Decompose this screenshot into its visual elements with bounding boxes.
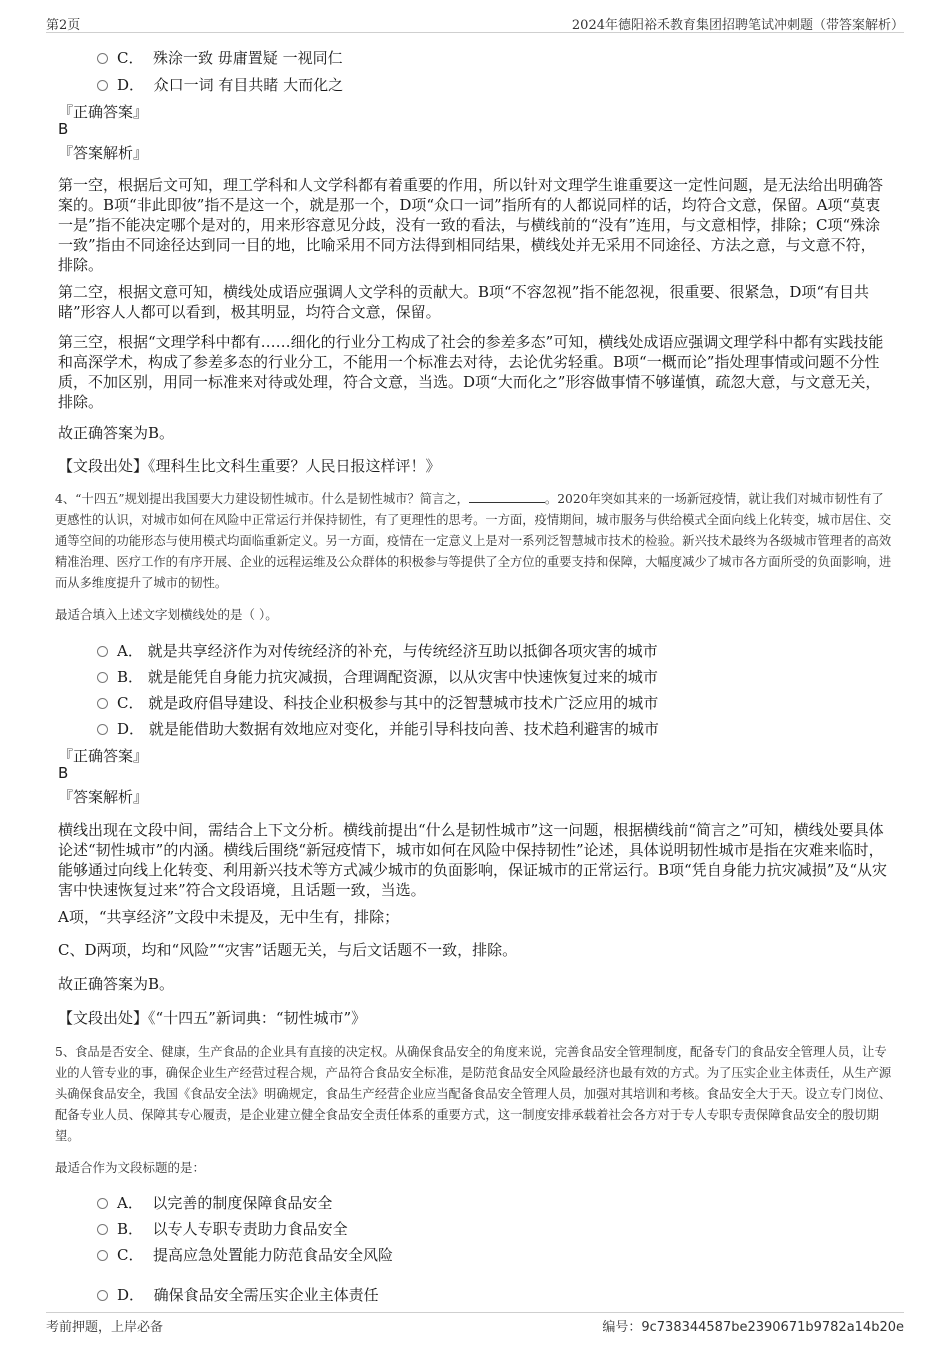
q4-answer-label: 『正确答案』 bbox=[58, 747, 149, 765]
q3-analysis-p3: 第三空，根据“文理学科中都有……细化的行业分工构成了社会的参差多态”可知，横线处成语应强调文理学科中都有实践技能和高深学术，构成了参差多态的行业分工，不能用一个标准去对待，去论优劣轻重。B项“一概而论”指处理事情或问题不分性质，不加区别，用同一标准来对待或处理，符合文意，当选。D项“大而化之”形容做事情不够谨慎，疏忽大意，与文意无关，排除。 bbox=[58, 333, 884, 411]
document-title: 2024年德阳裕禾教育集团招聘笔试冲刺题（带答案解析） bbox=[571, 18, 904, 33]
q4-prompt: 最适合填入上述文字划横线处的是（ ）。 bbox=[55, 607, 278, 622]
q4-source: 【文段出处】《“十四五”新词典：“韧性城市”》 bbox=[58, 1009, 367, 1027]
q5-option-a[interactable]: A． 以完善的制度保障食品安全 bbox=[97, 1192, 332, 1213]
page-number: 第2页 bbox=[46, 18, 81, 33]
q4-option-a[interactable]: A． 就是共享经济作为对传统经济的补充，与传统经济互助以抵御各项灾害的城市 bbox=[97, 640, 658, 661]
q5-option-b[interactable]: B． 以专人专职专责助力食品安全 bbox=[97, 1218, 348, 1239]
q5-stem: 5、食品是否安全、健康，生产食品的企业具有直接的决定权。从确保食品安全的角度来说，完善食品安全管理制度，配备专门的食品安全管理人员，让专业的人管专业的事，确保企业生产经营过程合规，产品符合食品安全标准，是防范食品安全风险最经济也最有效的方式。为了压实企业主体责任，从生产源头确保食品安全，我国《食品安全法》明确规定，食品生产经营企业应当配备食品安全管理人员，加强对其培训和考核。食品安全大于天。设立专门岗位、配备专业人员、保障其专心履责，是企业建立健全食品安全责任体系的重要方式，这一制度安排承载着社会各方对于专人专职专责保障食品安全的殷切期望。 bbox=[55, 1045, 892, 1143]
q3-answer-label: 『正确答案』 bbox=[58, 103, 149, 121]
q3-analysis-p2: 第二空，根据文意可知，横线处成语应强调人文学科的贡献大。B项“不容忽视”指不能忽视，很重要、很紧急，D项“有目共睹”形容人人都可以看到，极其明显，均符合文意，保留。 bbox=[58, 283, 870, 321]
q4-analysis-p2: A项，“共享经济”文段中未提及，无中生有，排除； bbox=[58, 908, 400, 926]
radio-icon[interactable] bbox=[97, 80, 108, 91]
radio-icon[interactable] bbox=[97, 698, 108, 709]
q4-analysis-label: 『答案解析』 bbox=[58, 788, 149, 806]
page-header bbox=[46, 14, 904, 33]
radio-icon[interactable] bbox=[97, 1224, 108, 1235]
q3-analysis-p1: 第一空，根据后文可知，理工学科和人文学科都有着重要的作用，所以针对文理学生谁重要这一定性问题，是无法给出明确答案的。B项“非此即彼”指不是这一个，就是那一个，D项“众口一词”指所有的人都说同样的话，均符合文意，保留。A项“莫衷一是”指不能决定哪个是对的，用来形容意见分歧，没有一致的看法，与横线前的“没有”连用，与文意相悖，排除；C项“殊涂一致”指由不同途径达到同一目的地，比喻采用不同方法得到相同结果，横线处并无采用不同途径、方法之意，与文意不符，排除。 bbox=[58, 176, 884, 274]
radio-icon[interactable] bbox=[97, 672, 108, 683]
q4-answer: B bbox=[58, 764, 69, 782]
document-code: 编号：9c738344587be2390671b9782a14b20e bbox=[602, 1320, 904, 1335]
radio-icon[interactable] bbox=[97, 1250, 108, 1261]
page-footer bbox=[46, 1312, 904, 1333]
q4-option-b[interactable]: B． 就是能凭自身能力抗灾减损，合理调配资源，以从灾害中快速恢复过来的城市 bbox=[97, 666, 658, 687]
footer-slogan: 考前押题，上岸必备 bbox=[46, 1320, 164, 1335]
q5-option-c[interactable]: C． 提高应急处置能力防范食品安全风险 bbox=[97, 1244, 393, 1265]
q4-option-c[interactable]: C． 就是政府倡导建设、科技企业积极参与其中的泛智慧城市技术广泛应用的城市 bbox=[97, 692, 658, 713]
radio-icon[interactable] bbox=[97, 1290, 108, 1301]
q3-option-c[interactable]: C． 殊涂一致 毋庸置疑 一视同仁 bbox=[97, 47, 343, 68]
q4-analysis-p3: C、D两项，均和“风险”“灾害”话题无关，与后文话题不一致，排除。 bbox=[58, 941, 518, 959]
q5-prompt: 最适合作为文段标题的是： bbox=[55, 1160, 206, 1175]
radio-icon[interactable] bbox=[97, 1198, 108, 1209]
q5-option-d[interactable]: D． 确保食品安全需压实企业主体责任 bbox=[97, 1284, 379, 1305]
radio-icon[interactable] bbox=[97, 646, 108, 657]
fill-blank bbox=[469, 490, 545, 503]
q3-source: 【文段出处】《理科生比文科生重要？人民日报这样评！》 bbox=[58, 457, 441, 475]
q3-option-d[interactable]: D． 众口一词 有目共睹 大而化之 bbox=[97, 74, 343, 95]
radio-icon[interactable] bbox=[97, 724, 108, 735]
q4-conclusion: 故正确答案为B。 bbox=[58, 975, 175, 993]
radio-icon[interactable] bbox=[97, 53, 108, 64]
q3-conclusion: 故正确答案为B。 bbox=[58, 424, 175, 442]
q3-answer: B bbox=[58, 120, 69, 138]
q4-option-d[interactable]: D． 就是能借助大数据有效地应对变化，并能引导科技向善、技术趋利避害的城市 bbox=[97, 718, 659, 739]
q4-stem: 4、“十四五”规划提出我国要大力建设韧性城市。什么是韧性城市？简言之， 。2020年突如其来的一场新冠疫情，就让我们对城市韧性有了更感性的认识，对城市如何在风险中正常运行并保持韧性，有了更理性的思考。一方面，疫情期间，城市服务与供给模式全面向线上化转变，城市居住、交通等空间的功能形态与使用模式均面临重新定义。另一方面，疫情在一定意义上是对一系列泛智慧城市技术的检验。新兴技术最终为各级城市管理者的高效精准治理、医疗工作的有序开展、企业的远程运维及公众群体的积极参与等提供了全方位的重要支持和保障，大幅度减少了城市各方面所受的负面影响，进而从多维度提升了城市的韧性。 bbox=[55, 492, 892, 590]
q4-analysis-p1: 横线出现在文段中间，需结合上下文分析。横线前提出“什么是韧性城市”这一问题，根据横线前“简言之”可知，横线处要具体论述“韧性城市”的内涵。横线后围绕“新冠疫情下，城市如何在风险中保持韧性”论述，具体说明韧性城市是指在灾难来临时，能够通过向线上化转变、利用新兴技术等方式减少城市的负面影响，保证城市的正常运行。B项“凭自身能力抗灾减损”及“从灾害中快速恢复过来”符合文段语境，且话题一致，当选。 bbox=[58, 821, 888, 899]
q3-analysis-label: 『答案解析』 bbox=[58, 144, 149, 162]
